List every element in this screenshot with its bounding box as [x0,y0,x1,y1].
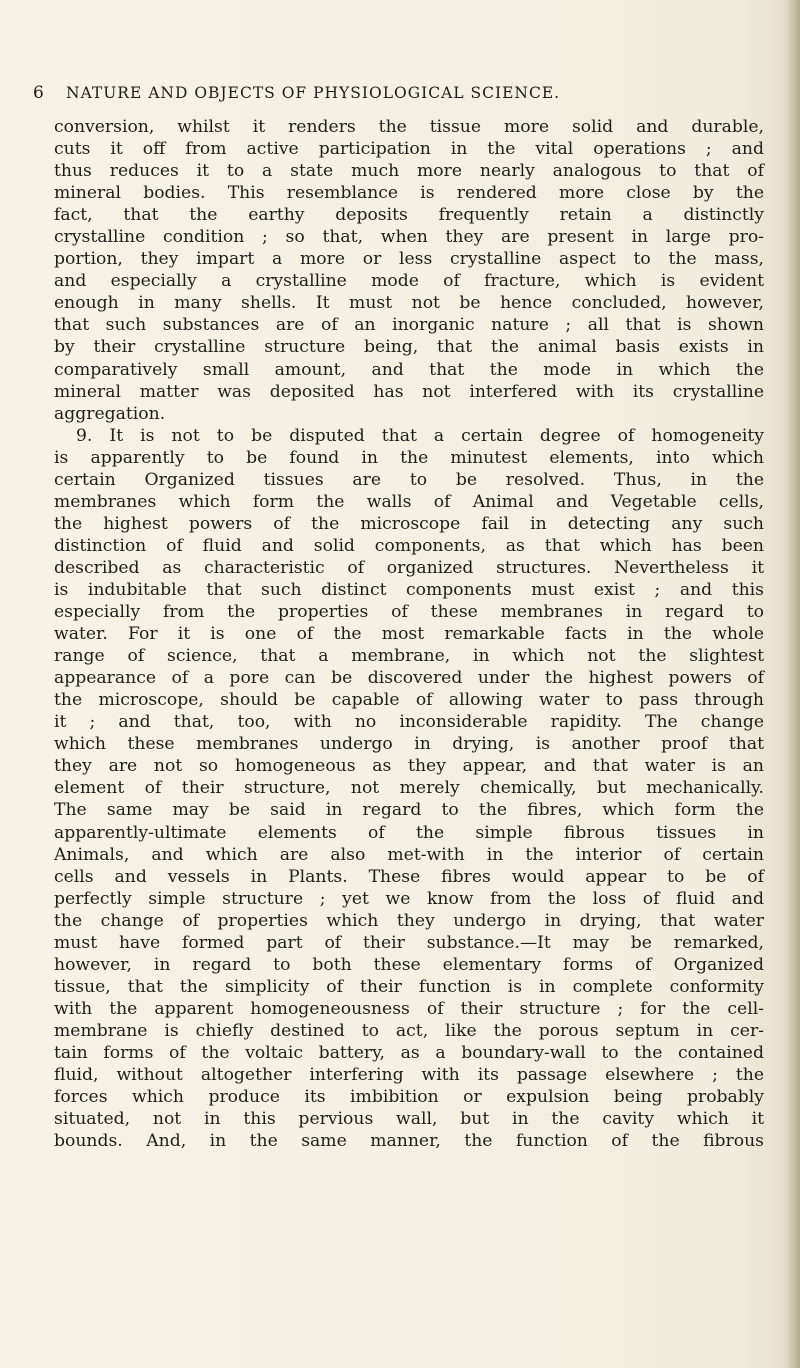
text-line: mineral bodies. This resemblance is rendered more close by the [54,183,764,204]
text-line: cuts it off from active participation in the vital operations ; and [54,139,764,160]
text-line: however, in regard to both these elementary forms of Organized [54,954,764,975]
text-line: which these membranes undergo in drying, is another proof that [54,734,764,755]
text-line: forces which produce its imbibition or expulsion being probably [54,1087,764,1108]
text-line: they are not so homogeneous as they appear, and that water is an [54,756,764,777]
text-line: bounds. And, in the same manner, the function of the fibrous [54,1131,764,1152]
text-line: tissue, that the simplicity of their function is in complete conformity [54,976,764,997]
page-header [33,83,753,109]
text-line: range of science, that a membrane, in which not the slightest [54,646,764,667]
text-line: perfectly simple structure ; yet we know from the loss of fluid and [54,888,764,909]
text-line: aggregation. [54,403,166,424]
text-line: appearance of a pore can be discovered under the highest powers of [54,668,764,689]
text-line: water. For it is one of the most remarkable facts in the whole [54,624,764,645]
text-line: mineral matter was deposited has not interfered with its crystalline [54,381,764,402]
text-line: membranes which form the walls of Animal and Vegetable cells, [54,491,764,512]
running-head: NATURE AND OBJECTS OF PHYSIOLOGICAL SCIENCE. [66,84,561,102]
text-line: described as characteristic of organized structures. Nevertheless it [54,557,764,578]
paragraph-9-start: 9. It is not to be disputed that a certain degree of homogeneity [76,425,764,446]
text-line: element of their structure, not merely chemically, but mechanically. [54,778,764,799]
text-line: fact, that the earthy deposits frequently retain a distinctly [54,205,764,226]
text-line: Animals, and which are also met-with in the interior of certain [54,844,764,865]
page-number: 6 [33,83,45,103]
text-line: enough in many shells. It must not be hence concluded, however, [54,293,764,314]
page-edge-shadow [786,0,800,1368]
text-line: is indubitable that such distinct components must exist ; and this [54,579,764,600]
text-line: especially from the properties of these membranes in regard to [54,602,764,623]
text-line: membrane is chiefly destined to act, like the porous septum in cer- [54,1020,764,1041]
text-line: by their crystalline structure being, that the animal basis exists in [54,337,764,358]
text-line: with the apparent homogeneousness of their structure ; for the cell- [54,998,764,1019]
text-line: the microscope, should be capable of allowing water to pass through [54,690,764,711]
text-line: that such substances are of an inorganic nature ; all that is shown [54,315,764,336]
text-line: must have formed part of their substance.—It may be remarked, [54,932,764,953]
text-line: distinction of fluid and solid components, as that which has been [54,535,764,556]
text-line: situated, not in this pervious wall, but in the cavity which it [54,1109,764,1130]
text-line: tain forms of the voltaic battery, as a boundary-wall to the contained [54,1042,764,1063]
text-line: portion, they impart a more or less crystalline aspect to the mass, [54,249,764,270]
text-line: and especially a crystalline mode of fracture, which is evident [54,271,764,292]
text-line: certain Organized tissues are to be resolved. Thus, in the [54,469,764,490]
text-line: cells and vessels in Plants. These fibres would appear to be of [54,866,764,887]
text-line: thus reduces it to a state much more nearly analogous to that of [54,161,764,182]
text-line: the change of properties which they undergo in drying, that water [54,910,764,931]
text-line: apparently-ultimate elements of the simple fibrous tissues in [54,822,764,843]
text-line: is apparently to be found in the minutest elements, into which [54,447,764,468]
text-line: it ; and that, too, with no inconsiderable rapidity. The change [54,712,764,733]
text-line: conversion, whilst it renders the tissue more solid and durable, [54,117,764,137]
text-line: the highest powers of the microscope fail in detecting any such [54,513,764,534]
text-line: crystalline condition ; so that, when they are present in large pro- [54,227,764,248]
text-line: fluid, without altogether interfering with its passage elsewhere ; the [54,1065,764,1086]
text-line: comparatively small amount, and that the mode in which the [54,359,764,380]
text-line: The same may be said in regard to the fibres, which form the [54,800,764,821]
body-text [54,116,764,1152]
